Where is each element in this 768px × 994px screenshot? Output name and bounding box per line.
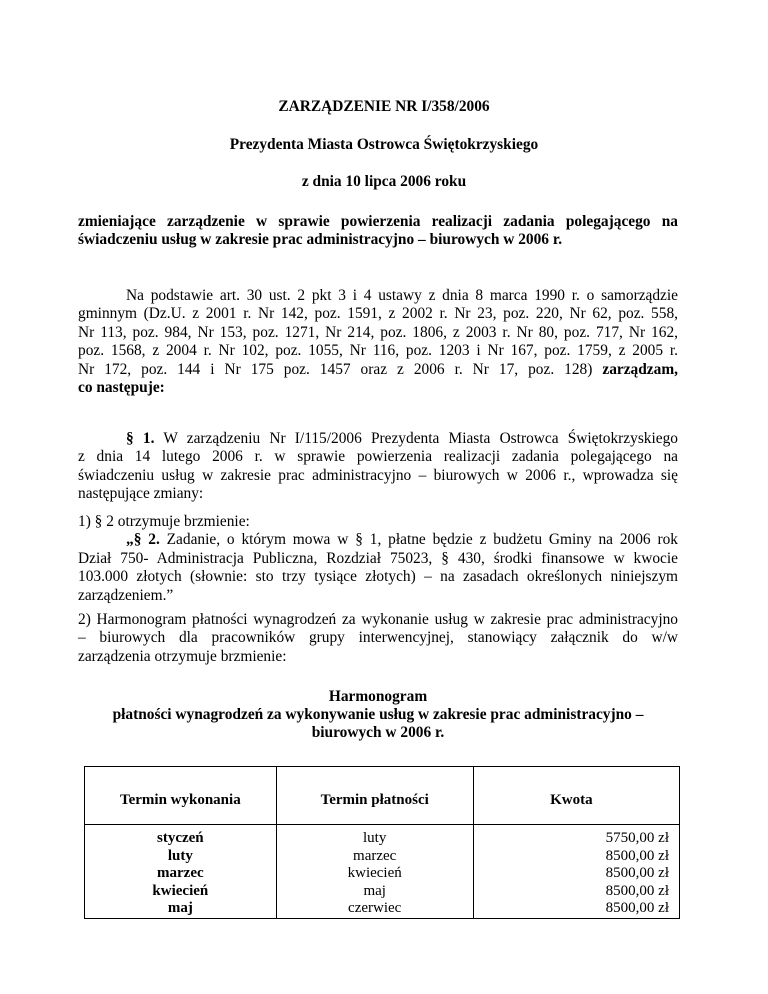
decree-word: zarządzam, [602, 360, 678, 378]
section-1-text: W zarządzeniu Nr I/115/2006 Prezydenta Miasta Ostrowca Świętokrzyskiego [163, 430, 679, 447]
change-2-line: 2) Harmonogram płatności wynagrodzeń za wykonanie usług w zakresie prac administracyjno [78, 611, 678, 628]
legal-basis-text: Nr 172, poz. 144 i Nr 175 poz. 1457 oraz z 2006 r. Nr 17, poz. 128) [78, 360, 593, 378]
header-amount: Kwota [473, 767, 679, 825]
schedule-title-line: biurowych w 2006 r. [311, 724, 445, 741]
section-1-line: z dnia 14 lutego 2006 r. w sprawie powierzenia realizacji zadania polegającego na [78, 448, 678, 466]
change-2-line: zarządzenia otrzymuje brzmienie: [78, 647, 287, 665]
table-cell: luty [167, 847, 193, 864]
table-cell: marzec [353, 847, 397, 864]
amount-column [473, 825, 679, 919]
subject-line: zmieniające zarządzenie w sprawie powierzenia realizacji zadania polegającego na [78, 213, 678, 230]
decree-date: z dnia 10 lipca 2006 roku [301, 173, 467, 190]
legal-basis-line: poz. 1568, z 2004 r. Nr 102, poz. 1055, Nr 116, poz. 1203 i Nr 167, poz. 1759, z 2005 r. [78, 342, 678, 360]
section-1-paragraph [78, 430, 678, 504]
decree-issuer: Prezydenta Miasta Ostrowca Świętokrzyskiego [229, 136, 539, 153]
section-1-label: § 1. [126, 430, 155, 447]
table-cell: 8500,00 zł [605, 865, 669, 882]
header-payment-term: Termin płatności [276, 767, 473, 825]
section-1-line: świadczeniu usług w zakresie prac administracyjno – biurowych w 2006 r., wprowadza się [78, 466, 678, 484]
payment-schedule-table [84, 766, 680, 919]
legal-basis-line: gminnym (Dz.U. z 2001 r. Nr 142, poz. 1591, z 2002 r. Nr 23, poz. 220, Nr 62, poz. 558, [78, 305, 678, 323]
quote-section-label: „§ 2. [126, 531, 160, 549]
execution-term-column [85, 825, 277, 919]
change-1-first-line [78, 531, 678, 549]
table-cell: 5750,00 zł [605, 830, 669, 846]
legal-basis-line: Nr 113, poz. 984, Nr 153, poz. 1271, Nr 214, poz. 1806, z 2003 r. Nr 80, poz. 717, Nr 162, [78, 323, 678, 341]
table-body-row [85, 825, 680, 919]
table-header-row [85, 767, 680, 825]
change-1-text: Zadanie, o którym mowa w § 1, płatne będzie z budżetu Gminy na 2006 rok [166, 531, 678, 549]
table-cell: marzec [157, 865, 204, 882]
section-1-line: następujące zmiany: [78, 485, 204, 503]
change-2-paragraph [78, 611, 678, 666]
table-cell: czerwiec [348, 900, 402, 917]
change-2-line: – biurowych dla pracowników grupy interwencyjnej, stanowiący załącznik do w/w [78, 629, 678, 647]
change-1-paragraph [78, 513, 678, 605]
table-cell: maj [363, 882, 386, 899]
schedule-title-line: Harmonogram [328, 688, 428, 705]
header-execution-term: Termin wykonania [85, 767, 277, 825]
table-cell: maj [167, 900, 193, 917]
table-cell: 8500,00 zł [605, 900, 669, 917]
table-cell: 8500,00 zł [605, 882, 669, 899]
change-1-line: zarządzeniem.” [78, 586, 174, 604]
payment-term-column [276, 825, 473, 919]
table-cell: kwiecień [347, 865, 402, 882]
legal-basis-line-last [78, 361, 678, 379]
legal-basis-line: Na podstawie art. 30 ust. 2 pkt 3 i 4 ustawy z dnia 8 marca 1990 r. o samorządzie [126, 287, 678, 304]
schedule-title [78, 688, 678, 742]
section-1-first-line [78, 430, 678, 448]
decree-ending: co następuje: [78, 379, 165, 397]
subject-line: świadczeniu usług w zakresie prac administracyjno – biurowych w 2006 r. [78, 231, 563, 249]
change-1-line: 103.000 złotych (słownie: sto trzy tysiące złotych) – na zasadach określonych niniejszym [78, 568, 678, 586]
schedule-title-line: płatności wynagrodzeń za wykonywanie usług w zakresie prac administracyjno – [112, 706, 644, 723]
decree-title: ZARZĄDZENIE NR I/358/2006 [278, 98, 490, 115]
change-1-intro: 1) § 2 otrzymuje brzmienie: [78, 513, 250, 530]
decree-subject [78, 213, 678, 250]
table-cell: 8500,00 zł [605, 847, 669, 864]
table-cell: kwiecień [152, 882, 209, 899]
change-1-line: Dział 750- Administracja Publiczna, Rozdział 75023, § 430, środki finansowe w kwocie [78, 549, 678, 567]
table-cell: luty [363, 830, 387, 846]
table-cell: styczeń [157, 830, 204, 846]
legal-basis-paragraph [78, 287, 678, 397]
